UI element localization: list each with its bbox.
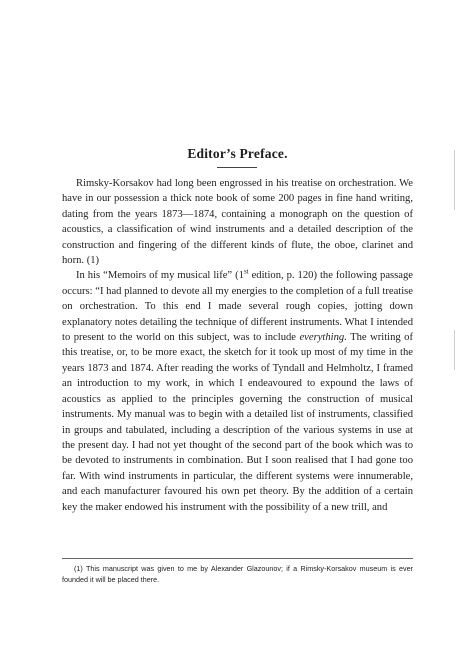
- page-edge-mark: [454, 330, 455, 370]
- page: [62, 0, 413, 660]
- emphasized-word: everything.: [299, 332, 347, 344]
- paragraph-2-part-2: edition, p. 120) the following passage occurs: “I had planned to devote all my energies to the completion of a full treatise on orchestration. To this end I made several rough copies, jotting down explanatory notes detailing the technique of different instruments. What I intended to present to the world on this subject, was to include: [62, 270, 413, 344]
- title-divider: [217, 167, 257, 168]
- page-title: Editor’s Preface.: [187, 146, 288, 161]
- edition-superscript: st: [243, 267, 249, 276]
- paragraph-2-part-3: The writing of this treatise, or, to be more exact, the sketch for it took up most of my time in the years 1873 and 1874. After reading the works of Tyndall and Helmholtz, I framed an introduction to my work, in which I endeavoured to expound the laws of acoustics as applied to the principles governing the construction of musical instruments. My manual was to begin with a detailed list of instruments, classified in groups and tabulated, including a description of the various systems in use at the present day. I had not yet thought of the second part of the book which was to be devoted to instruments in combination. But I soon realised that I had gone too far. With wind instruments in particular, the different systems were innumerable, and each manufacturer favoured his own pet theory. By the addition of a certain key the maker endowed his instrument with the possibility of a new trill, and: [62, 332, 413, 513]
- paragraph-2-part-1: In his “Memoirs of my musical life” (1: [76, 270, 244, 282]
- paragraph-1: Rimsky-Korsakov had long been engrossed in his treatise on orchestration. We have in our possession a thick note book of some 200 pages in fine hand writing, dating from the years 1873—1874, containing a monograph on the question of acoustics, a classification of wind instruments and a detailed description of the construction and fingering of the different kinds of flute, the oboe, clarinet and horn. (1): [62, 178, 413, 267]
- body-text: [62, 176, 413, 515]
- paragraph-2: [62, 268, 413, 515]
- footnote: (1) This manuscript was given to me by Alexander Glazounov; if a Rimsky-Korsakov museum is ever founded it will be placed there.: [62, 564, 413, 584]
- footnote-divider: [62, 558, 413, 559]
- page-edge-mark: [454, 150, 455, 210]
